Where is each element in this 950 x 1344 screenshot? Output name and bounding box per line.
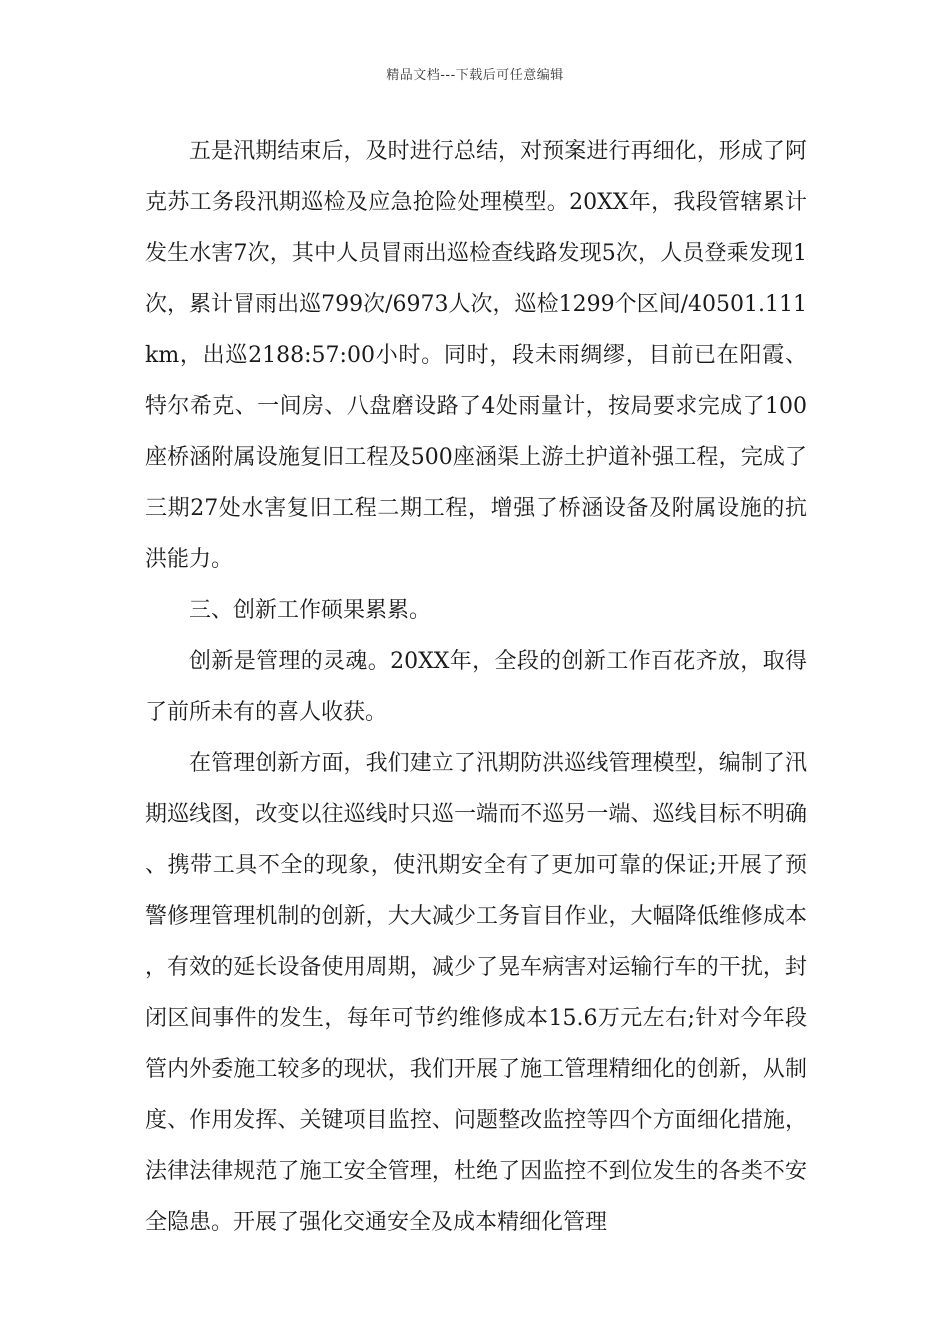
section-heading-innovation: 三、创新工作硕果累累。 xyxy=(189,598,432,623)
paragraph-innovation-intro: 创新是管理的灵魂。20XX年，全段的创新工作百花齐放，取得了前所未有的喜人收获。 xyxy=(145,649,807,725)
document-body xyxy=(145,126,807,1248)
paragraph-management-innovation: 在管理创新方面，我们建立了汛期防洪巡线管理模型，编制了汛期巡线图，改变以往巡线时只巡一端而不巡另一端、巡线目标不明确、携带工具不全的现象，使汛期安全有了更加可靠的保证;开展了预警修理管理机制的创新，大大减少工务盲目作业，大幅降低维修成本，有效的延长设备使用周期，减少了晃车病害对运输行车的干扰，封闭区间事件的发生，每年可节约维修成本15.6万元左右;针对今年段管内外委施工较多的现状，我们开展了施工管理精细化的创新，从制度、作用发挥、关键项目监控、问题整改监控等四个方面细化措施，法律法律规范了施工安全管理，杜绝了因监控不到位发生的各类不安全隐患。开展了强化交通安全及成本精细化管理 xyxy=(145,751,807,1235)
page-header: 精品文档---下载后可任意编辑 xyxy=(386,68,564,83)
paragraph-flood-summary: 五是汛期结束后，及时进行总结，对预案进行再细化，形成了阿克苏工务段汛期巡检及应急抢险处理模型。20XX年，我段管辖累计发生水害7次，其中人员冒雨出巡检查线路发现5次，人员登乘发现1次，累计冒雨出巡799次/6973人次，巡检1299个区间/40501.111km，出巡2188:57:00小时。同时，段未雨绸缪，目前已在阳霞、特尔希克、一间房、八盘磨设路了4处雨量计，按局要求完成了100座桥涵附属设施复旧工程及500座涵渠上游土护道补强工程，完成了三期27处水害复旧工程二期工程，增强了桥涵设备及附属设施的抗洪能力。 xyxy=(145,139,807,572)
